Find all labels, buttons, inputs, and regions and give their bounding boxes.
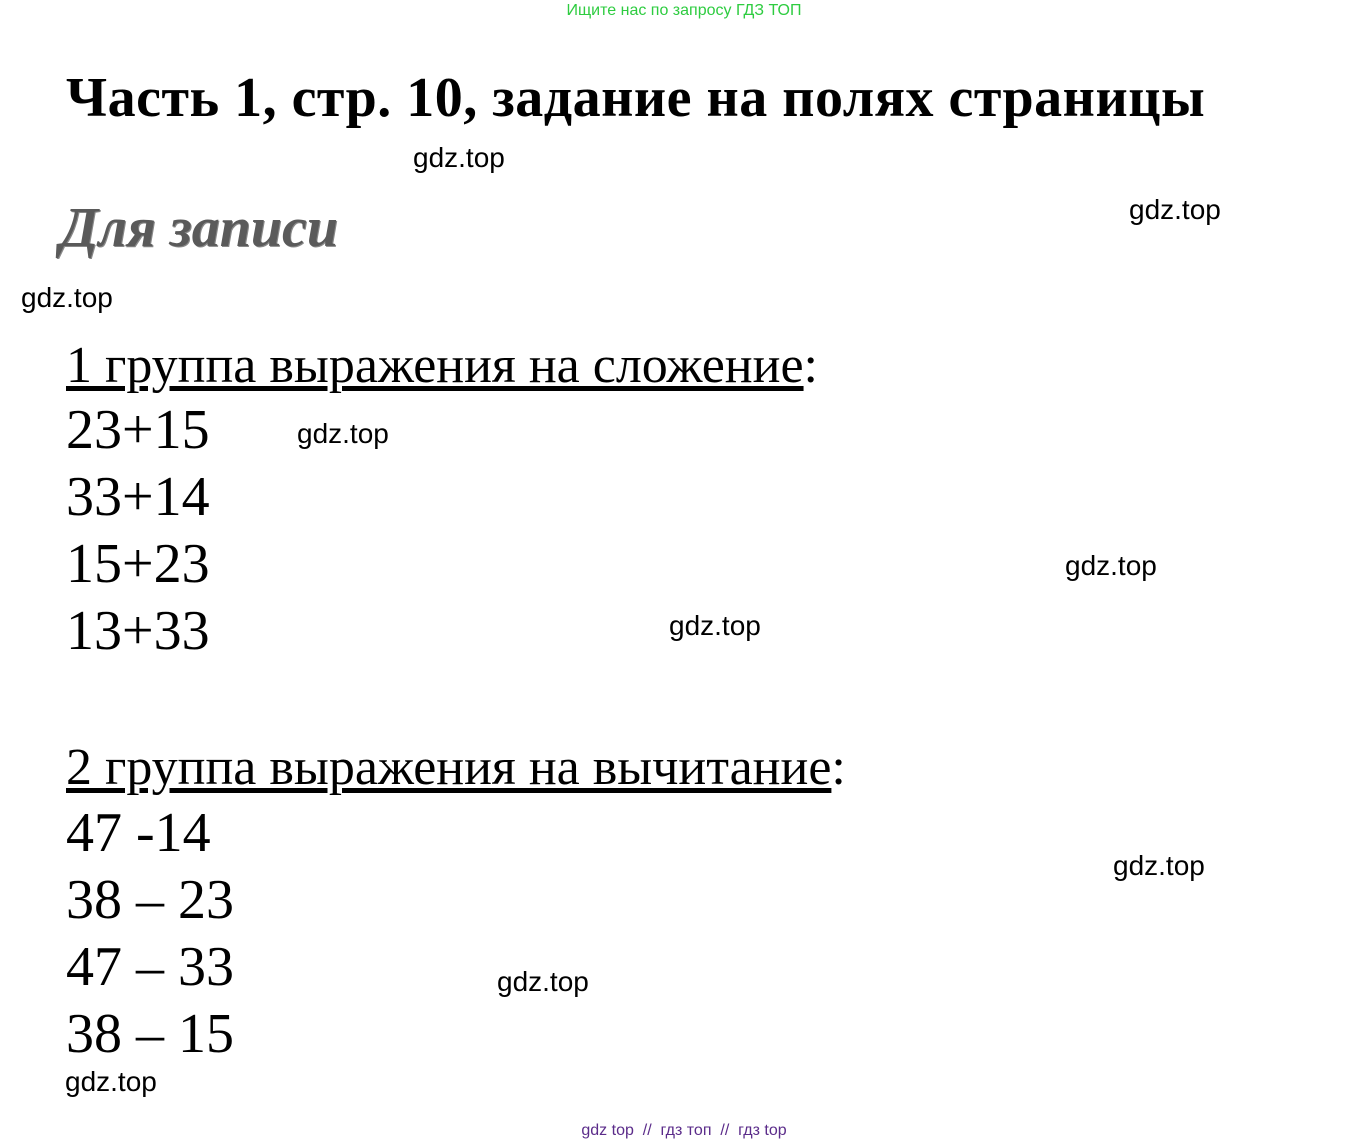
top-note: Ищите нас по запросу ГДЗ ТОП bbox=[566, 2, 802, 19]
watermark: gdz.top bbox=[1129, 194, 1221, 225]
watermark: gdz.top bbox=[669, 610, 761, 641]
group1-expression-1: 23+15 bbox=[66, 399, 210, 461]
page-subtitle: Для записи bbox=[60, 197, 338, 259]
watermark: gdz.top bbox=[21, 282, 113, 313]
group2-expression-4: 38 – 15 bbox=[66, 1003, 234, 1065]
group1-expression-4: 13+33 bbox=[66, 600, 210, 662]
group1-expression-2: 33+14 bbox=[66, 466, 210, 528]
group1-heading-text: 1 группа выражения на сложение bbox=[66, 337, 804, 394]
group1-expression-3: 15+23 bbox=[66, 533, 210, 595]
group2-heading bbox=[66, 738, 846, 798]
group1-heading-colon: : bbox=[803, 337, 818, 394]
group2-expression-3: 47 – 33 bbox=[66, 936, 234, 998]
group2-heading-text: 2 группа выражения на вычитание bbox=[66, 739, 832, 796]
group2-expression-1: 47 -14 bbox=[66, 802, 211, 864]
group2-expression-2: 38 – 23 bbox=[66, 869, 234, 931]
group2-heading-colon: : bbox=[831, 739, 846, 796]
watermark: gdz.top bbox=[297, 418, 389, 449]
page-title: Часть 1, стр. 10, задание на полях страницы bbox=[66, 67, 1206, 129]
group1-heading bbox=[66, 336, 818, 396]
watermark: gdz.top bbox=[1113, 850, 1205, 881]
watermark: gdz.top bbox=[1065, 550, 1157, 581]
footer-links[interactable]: gdz top // гдз топ // гдз top bbox=[581, 1122, 787, 1139]
watermark: gdz.top bbox=[497, 966, 589, 997]
watermark: gdz.top bbox=[65, 1066, 157, 1097]
watermark: gdz.top bbox=[413, 142, 505, 173]
